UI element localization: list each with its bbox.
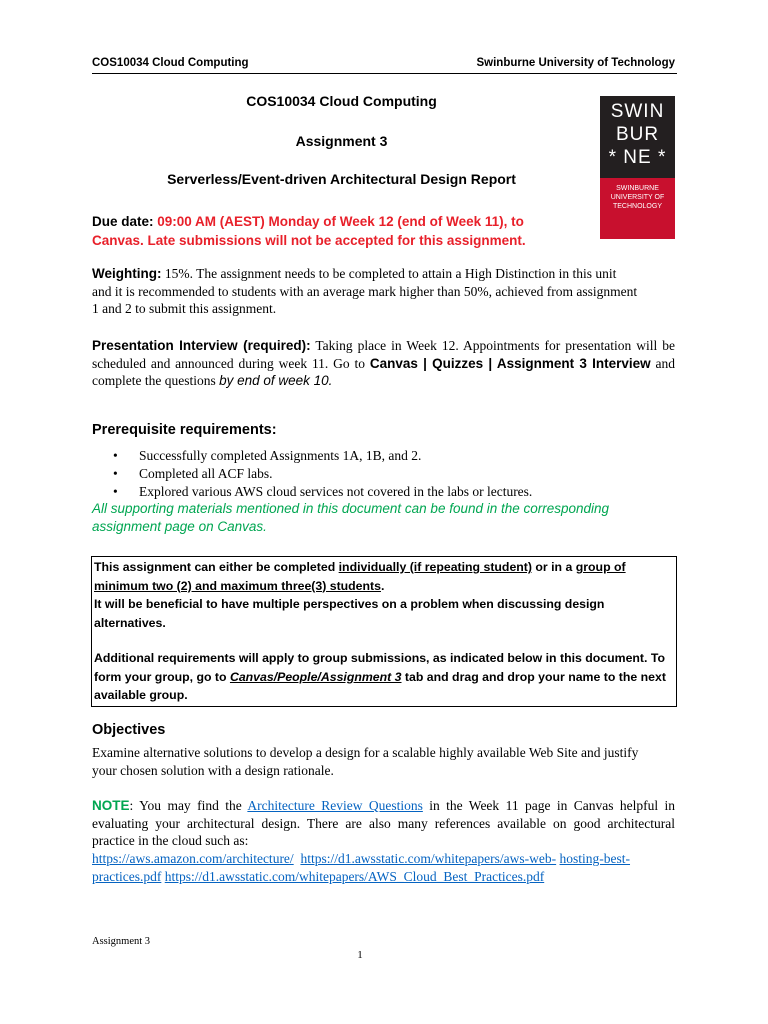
note-label: NOTE	[92, 798, 130, 813]
footer-label: Assignment 3	[92, 936, 151, 947]
weighting-paragraph	[92, 265, 675, 318]
list-item: • Completed all ACF labs.	[113, 465, 532, 483]
weighting-line-1: 15%. The assignment needs to be completed to attain a High Distinction in this unit	[164, 266, 617, 281]
box-text: or in a	[535, 560, 573, 574]
note-text: : You may find the	[129, 798, 242, 813]
supporting-materials-note: All supporting materials mentioned in this document can be found in the corresponding assignment page on Canvas.	[92, 501, 610, 534]
box-paragraph-2: It will be beneficial to have multiple perspectives on a problem when discussing design alternatives.	[94, 597, 605, 630]
logo-line-2: BUR	[615, 124, 660, 145]
interview-label: Presentation Interview (required):	[92, 338, 311, 353]
logo-sub-1: SWINBURNE	[616, 185, 659, 192]
note-paragraph	[92, 797, 675, 850]
objectives-heading: Objectives	[92, 722, 166, 738]
interview-text-2: and complete the questions	[92, 355, 676, 388]
logo-subtitle	[600, 184, 675, 211]
box-text: tab and drag and drop your name to the next available group.	[94, 669, 666, 702]
box-paragraph-3	[94, 649, 674, 705]
prereq-list	[113, 447, 532, 501]
box-text: Additional requirements will apply to group submissions, as indicated below in this document. To form your group, go to	[94, 651, 665, 684]
prereq-heading: Prerequisite requirements:	[92, 422, 277, 438]
logo-sub-2: UNIVERSITY OF	[610, 194, 665, 201]
list-item: • Successfully completed Assignments 1A, 1B, and 2.	[113, 447, 532, 465]
web-hosting-link-part-2[interactable]: hosting-best-practices.pdf	[92, 851, 631, 884]
header-rule	[92, 73, 677, 74]
course-title: COS10034 Cloud Computing	[246, 93, 437, 109]
architecture-review-link[interactable]: Architecture Review Questions	[247, 798, 423, 813]
cloud-best-practices-link[interactable]: https://d1.awsstatic.com/whitepapers/AWS_Cloud_Best_Practices.pdf	[164, 868, 545, 884]
swinburne-logo	[600, 96, 675, 239]
due-date-text: 09:00 AM (AEST) Monday of Week 12 (end of Week 11), to Canvas. Late submissions will not be accepted for this assignment.	[92, 214, 526, 248]
objectives-line-1: Examine alternative solutions to develop a design for a scalable highly available Web Site and justify	[92, 745, 639, 760]
header-university: Swinburne University of Technology	[476, 57, 675, 69]
weighting-label: Weighting:	[92, 266, 162, 281]
aws-architecture-link[interactable]: https://aws.amazon.com/architecture/	[92, 851, 294, 866]
interview-deadline: by end of week 10.	[219, 373, 333, 388]
page-number: 1	[357, 949, 363, 961]
logo-line-1: SWIN	[610, 101, 665, 122]
interview-paragraph	[92, 337, 675, 390]
reference-links	[92, 850, 675, 885]
box-individual: individually (if repeating student)	[338, 560, 532, 574]
assignment-title: Assignment 3	[295, 133, 388, 149]
box-text: This assignment can either be completed	[94, 560, 336, 574]
objectives-paragraph	[92, 744, 675, 779]
interview-text: Taking place in Week 12. Appointments for presentation will be scheduled and announced during week 11. Go to	[92, 338, 676, 371]
logo-line-3: * NE *	[608, 147, 667, 168]
weighting-line-3: 1 and 2 to submit this assignment.	[92, 301, 277, 316]
note-text-2: in the Week 11 page in Canvas helpful in evaluating your architectural design. There are also many references available on good architectural practice in the cloud such as:	[92, 798, 675, 848]
weighting-line-2: and it is recommended to students with an average mark higher than 50%, achieved from assignment	[92, 283, 638, 299]
report-title: Serverless/Event-driven Architectural Design Report	[167, 171, 516, 187]
header-course: COS10034 Cloud Computing	[92, 57, 249, 69]
box-text: .	[380, 578, 385, 593]
list-item: • Explored various AWS cloud services not covered in the labs or lectures.	[113, 483, 532, 501]
box-canvas-path: Canvas/People/Assignment 3	[229, 669, 402, 684]
box-group-size: group of minimum two (2) and maximum three(3) students	[94, 560, 626, 593]
box-paragraph-1	[94, 558, 674, 595]
due-date-label: Due date:	[92, 214, 154, 229]
logo-sub-3: TECHNOLOGY	[612, 203, 662, 210]
web-hosting-link-part-1[interactable]: https://d1.awsstatic.com/whitepapers/aws-web-	[300, 851, 557, 866]
interview-canvas-path: Canvas | Quizzes | Assignment 3 Interview	[369, 355, 651, 371]
group-requirements-box	[91, 556, 677, 707]
due-date	[92, 212, 562, 250]
objectives-line-2: your chosen solution with a design rationale.	[92, 762, 334, 778]
